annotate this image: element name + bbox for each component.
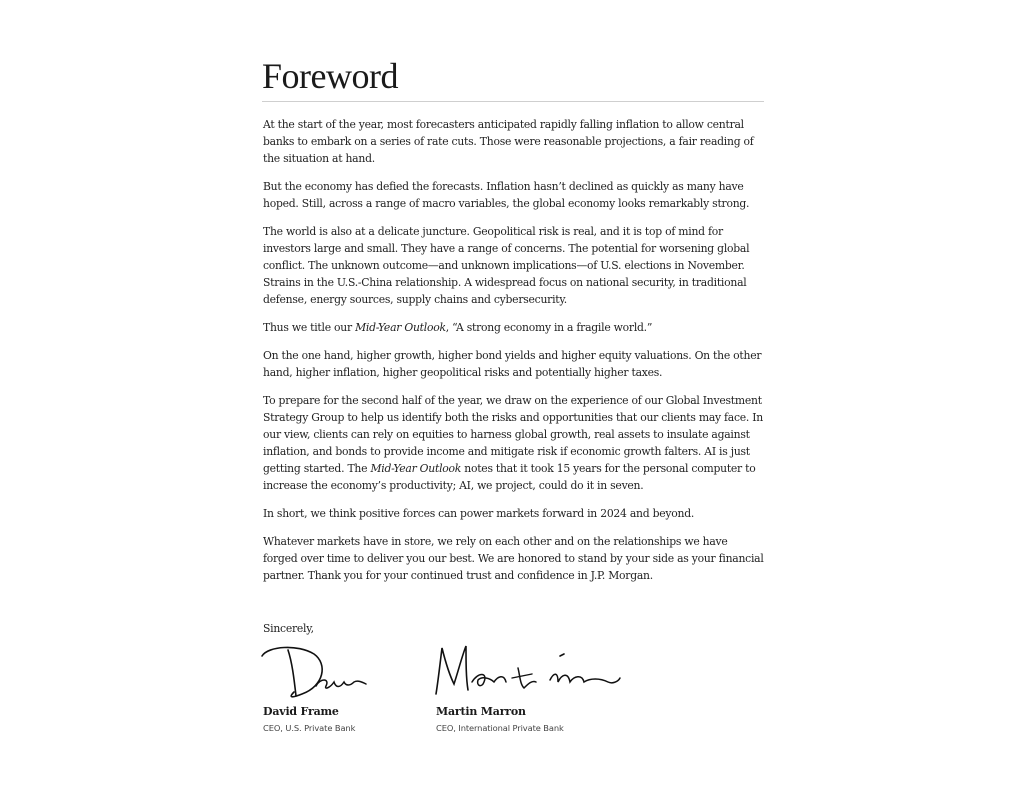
signer-name: Martin Marron: [436, 705, 526, 718]
paragraph-text: In short, we think positive forces can power markets forward in 2024 and beyond.: [263, 507, 695, 520]
page-title: Foreword: [262, 56, 398, 96]
paragraph-text: The world is also at a delicate juncture. Geopolitical risk is real, and it is top of mind for investors large and small. They have a range of concerns. The potential for worsening global conflict. The unknown outcome—and unknown implications—of U.S. elections in November. Strains in the U.S.-China relationship. A widespread focus on national security, in traditional defense, energy sources, supply chains and cybersecurity.: [263, 225, 750, 306]
paragraph-text: notes that it took 15 years for the personal computer to increase the economy’s productivity; AI, we project, could do it in seven.: [263, 462, 756, 492]
signer-name: David Frame: [263, 705, 339, 718]
signer-david-frame: [263, 705, 355, 733]
paragraph-text: Whatever markets have in store, we rely on each other and on the relationships we have forged over time to deliver you our best. We are honored to stand by your side as your financial partner. Thank you for your continued trust and confidence in J.P. Morgan.: [263, 535, 764, 582]
body-paragraph: [263, 392, 764, 494]
paragraph-text: Thus we title our: [263, 321, 356, 334]
title-divider: [262, 101, 764, 102]
italic-title-text: Mid-Year Outlook: [370, 462, 462, 475]
italic-title-text: Mid-Year Outlook: [355, 321, 446, 334]
signer-martin-marron: [436, 705, 564, 733]
body-paragraph: [263, 116, 764, 167]
body-paragraph: [263, 178, 764, 212]
signer-role: CEO, International Private Bank: [436, 723, 564, 733]
paragraph-text: But the economy has defied the forecasts. Inflation hasn’t declined as quickly as many have hoped. Still, across a range of macro variables, the global economy looks remarkably strong.: [263, 180, 750, 210]
closing-salutation: Sincerely,: [263, 622, 314, 635]
body-paragraph: [263, 505, 764, 522]
paragraph-text: On the one hand, higher growth, higher bond yields and higher equity valuations. On the other hand, higher inflation, higher geopolitical risks and potentially higher taxes.: [263, 349, 762, 379]
foreword-page: [262, 58, 764, 595]
body-paragraph: [263, 223, 764, 308]
paragraph-text: , “A strong economy in a fragile world.”: [445, 321, 653, 334]
signature-martin-marron: [432, 642, 624, 698]
signer-role: CEO, U.S. Private Bank: [263, 723, 356, 733]
foreword-body: [262, 116, 764, 584]
paragraph-text: To prepare for the second half of the year, we draw on the experience of our Global Investment Strategy Group to help us identify both the risks and opportunities that our clients may face. In our view, clients can rely on equities to harness global growth, real assets to insulate against inflation, and bonds to provide income and mitigate risk if economic growth falters. AI is just getting started. The: [263, 394, 764, 475]
signature-david-frame: [258, 642, 370, 702]
body-paragraph: [263, 319, 764, 336]
paragraph-text: At the start of the year, most forecasters anticipated rapidly falling inflation to allow central banks to embark on a series of rate cuts. Those were reasonable projections, a fair reading of the situation at hand.: [263, 118, 754, 165]
body-paragraph: [263, 533, 764, 584]
body-paragraph: [263, 347, 764, 381]
